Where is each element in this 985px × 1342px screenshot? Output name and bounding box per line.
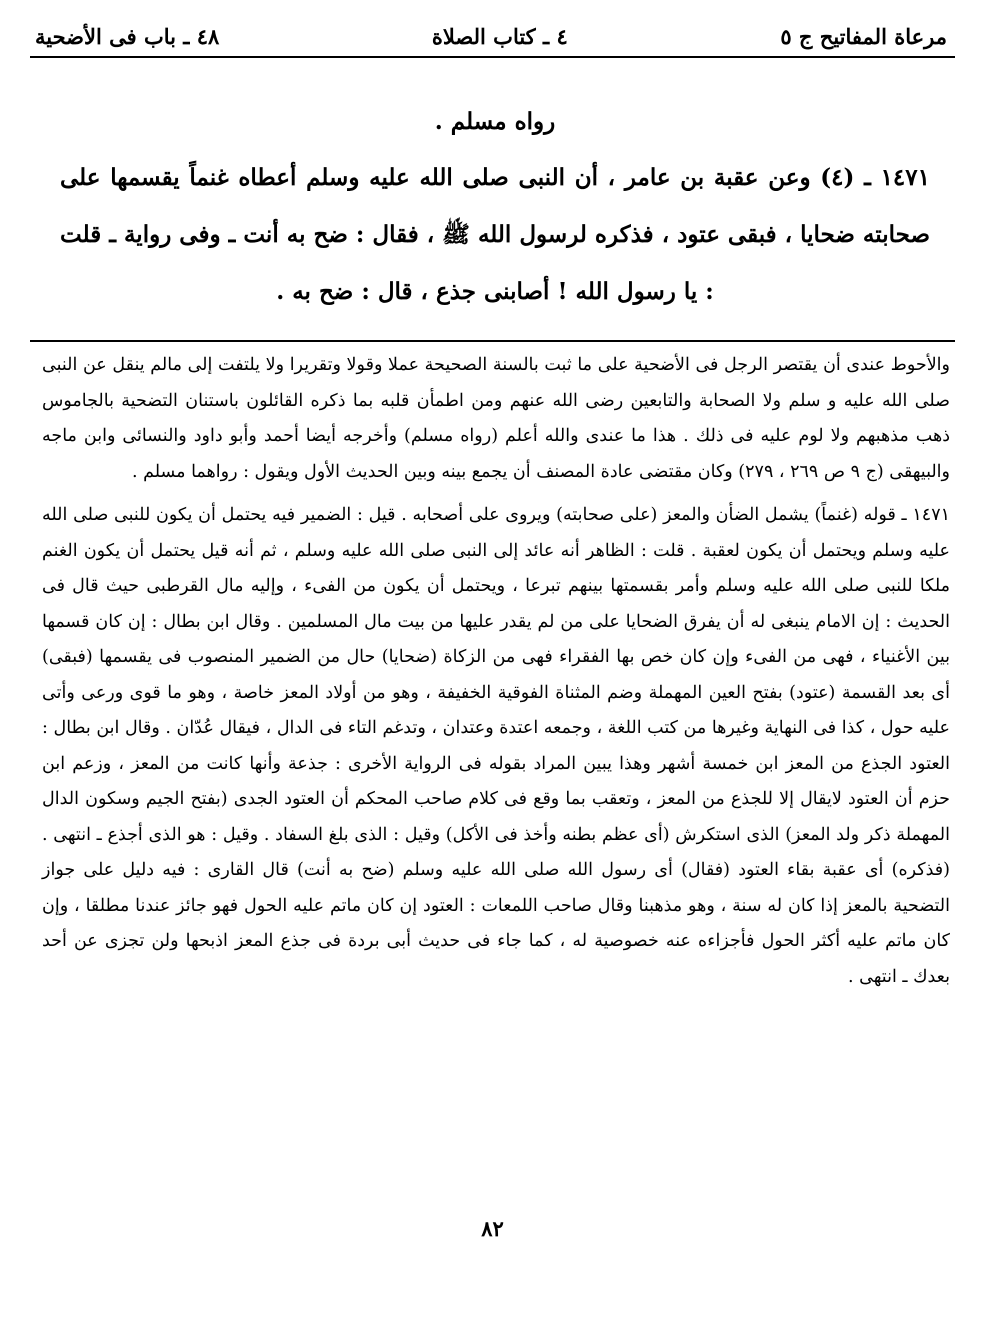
commentary-paragraph-2: ١٤٧١ ـ قوله (غنماً) يشمل الضأن والمعز (على صحابته) ويروى على أصحابه . قيل : الضمير فيه يحتمل أن يكون للنبى صلى الله عليه وسلم ويحتمل أن يكون لعقبة . قلت : الظاهر أنه عائد إلى النبى صلى الله عليه وسلم ، ثم أنه قيل يحتمل أن يكون الغنم ملكا للنبى صلى الله عليه وسلم وأمر بقسمتها بينهم تبرعا ، ويحتمل أن يكون من الفىء ، وإليه مال القرطبى حيث قال فى الحديث : إن الامام ينبغى له أن يفرق الضحايا على من لم يقدر عليها من بيت مال المسلمين . وقال ابن بطال : إن كان قسمها بين الأغنياء ، فهى من الفىء وإن كان خص بها الفقراء فهى من الزكاة (ضحايا) حال من الضمير المنصوب فى يقسمها (فبقى) أى بعد القسمة (عتود) بفتح العين المهملة وضم المثناة الفوقية الخفيفة ، وهو من أولاد المعز خاصة ، وهو ما قوى ورعى وأتى عليه حول ، كذا فى النهاية وغيرها من كتب اللغة ، وجمعه اعتدة وعتدان ، وتدغم التاء فى الدال ، فيقال عُدّان . وقال ابن بطال : العتود الجذع من المعز ابن خمسة أشهر وهذا يبين المراد بقوله فى الرواية الأخرى : جذعة وأنها كانت من المعز ، وزعم ابن حزم أن العتود لايقال إلا للجذع من المعز ، وتعقب بما وقع فى كلام صاحب المحكم أن العتود الجدى (بفتح الجيم وسكون الدال المهملة ذكر ولد المعز) الذى استكرش (أى عظم بطنه وأخذ فى الأكل) وقيل : الذى بلغ السفاد . وقيل : هو الذى أجذع ـ انتهى . (فذكره) أى عقبة بقاء العتود (فقال) أى رسول الله صلى الله عليه وسلم (ضح به أنت) قال القارى : فيه دليل على جواز التضحية بالمعز إذا كان له سنة ، وهو مذهبنا وقال صاحب اللمعات : العتود إن كان ماتم عليه الحول فهو جائز عندنا مطلقا ، وإن كان ماتم عليه أكثر الحول فأجزاءه عنه خصوصية له ، كما جاء فى حديث أبى بردة فى جذع المعز اذبحها ولن تجزى عن أحد بعدك ـ انتهى . bbox=[42, 505, 950, 987]
page-number: ٨٢ bbox=[481, 1216, 504, 1241]
header-book-title: مرعاة المفاتيح ج ٥ bbox=[780, 23, 947, 49]
commentary-paragraph-1: والأحوط عندى أن يقتصر الرجل فى الأضحية على ما ثبت بالسنة الصحيحة عملا وقولا وتقريرا ولا يلتفت إلى مالم ينقل عن النبى صلى الله عليه و سلم ولا الصحابة والتابعين رضى الله عنهم ومن اطمأن قلبه بما ذكره القائلون باستنان التضحية بالجاموس ذهب مذهبهم ولا لوم عليه فى ذلك . هذا ما عندى والله أعلم (رواه مسلم) وأخرجه أيضا أحمد وأبو داود والنسائى وابن ماجه والبيهقى (ج ٩ ص ٢٦٩ ، ٢٧٩) وكان مقتضى عادة المصنف أن يجمع بينه وبين الحديث الأول ويقول : رواهما مسلم . bbox=[42, 355, 950, 482]
header-rule bbox=[30, 56, 955, 58]
commentary-block bbox=[42, 348, 950, 995]
header-chapter-title: ٤ ـ كتاب الصلاة bbox=[431, 23, 568, 49]
hadith-block bbox=[60, 100, 930, 320]
running-header bbox=[35, 16, 947, 56]
hadith-text: ١٤٧١ ـ (٤) وعن عقبة بن عامر ، أن النبى صلى الله عليه وسلم أعطاه غنماً يقسمها على صحابته ضحايا ، فبقى عتود ، فذكره لرسول الله ﷺ ، فقال : ضح به أنت ـ وفى رواية ـ قلت : يا رسول الله ! أصابنى جذع ، قال : ضح به . bbox=[60, 164, 930, 305]
header-section-title: ٤٨ ـ باب فى الأضحية bbox=[35, 23, 220, 49]
previous-narration-note: رواه مسلم . bbox=[434, 108, 556, 135]
section-divider bbox=[30, 340, 955, 342]
